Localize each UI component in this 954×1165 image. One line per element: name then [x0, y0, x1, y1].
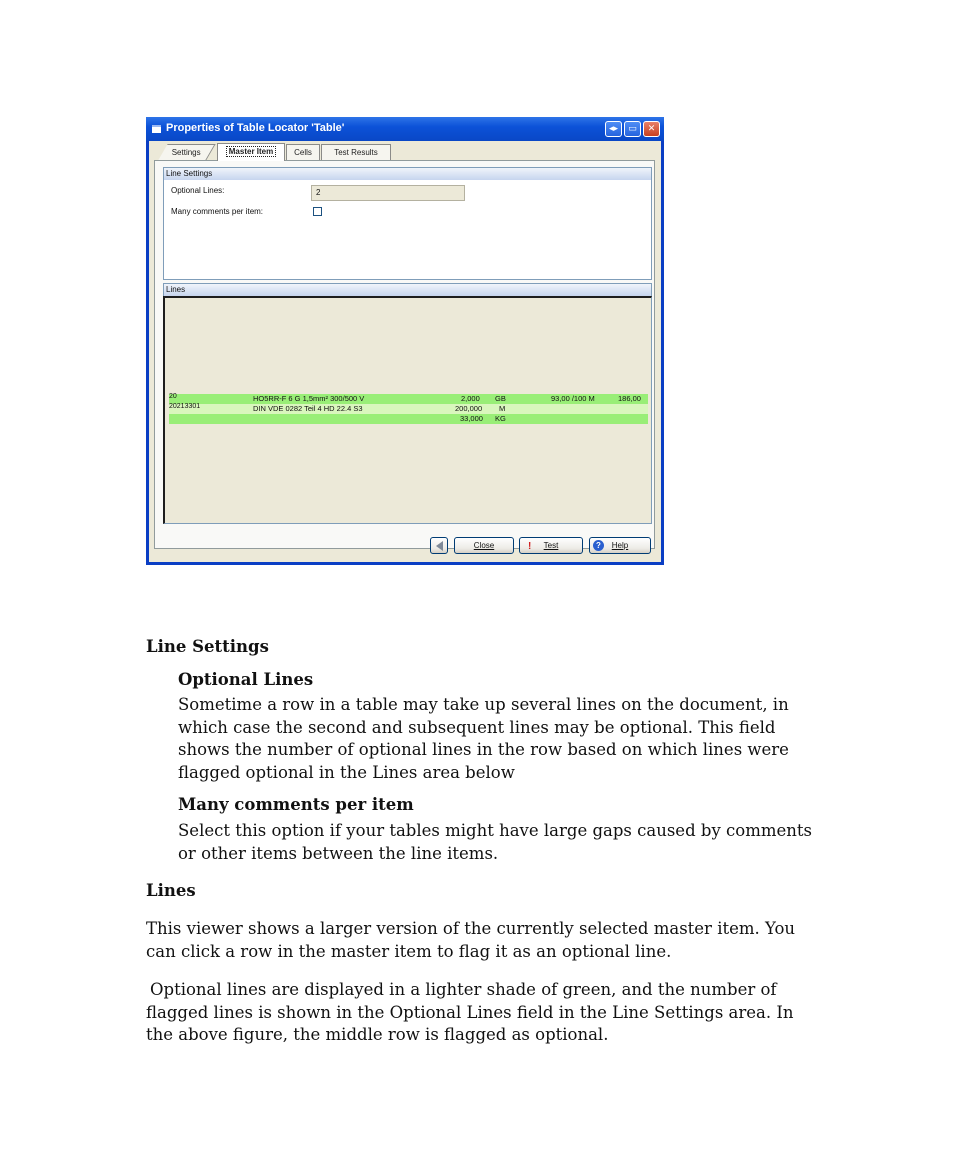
lines-header: Lines: [163, 283, 652, 297]
help-button[interactable]: [589, 537, 651, 554]
exclamation-icon: !: [528, 541, 532, 552]
dialog-title: Properties of Table Locator 'Table': [166, 122, 345, 134]
row-cell: 200,000: [455, 404, 483, 413]
optional-lines-label: Optional Lines:: [171, 186, 225, 195]
many-comments-heading: Many comments per item: [178, 795, 414, 814]
row-cell: 20213301: [169, 403, 201, 410]
master-item-panel: [154, 160, 655, 549]
help-icon: ?: [593, 540, 604, 551]
line-settings-heading: Line Settings: [146, 637, 269, 656]
row-cell: M: [499, 404, 506, 413]
many-comments-checkbox[interactable]: [313, 207, 322, 216]
tab-settings-label: Settings: [171, 148, 201, 157]
row-cell: HO5RR-F 6 G 1,5mm² 300/500 V: [253, 394, 365, 403]
tab-test-results-label: Test Results: [334, 148, 378, 157]
window-icon: [152, 125, 161, 133]
help-context-icon[interactable]: ◂▸: [605, 121, 622, 137]
row-cell: 186,00: [618, 394, 641, 403]
optional-lines-heading: Optional Lines: [178, 670, 314, 689]
table-row[interactable]: [169, 394, 648, 404]
properties-dialog: [146, 117, 664, 565]
lines-paragraph-2: Optional lines are displayed in a lighter shade of green, and the number of flagged lines is shown in the Optional Lines field in the Line Settings area. In the above figure, the middle row is flagged as optional.: [146, 980, 794, 1044]
row-cell: DIN VDE 0282 Teil 4 HD 22.4 S3: [253, 404, 363, 413]
row-cell: KG: [495, 414, 506, 423]
title-bar[interactable]: [146, 117, 664, 141]
lines-heading: Lines: [146, 881, 196, 900]
maximize-icon[interactable]: ▭: [624, 121, 641, 137]
line-settings-header: Line Settings: [163, 167, 652, 181]
test-button[interactable]: [519, 537, 583, 554]
tab-cells[interactable]: [286, 144, 320, 160]
row-cell: 2,000: [461, 394, 480, 403]
tab-settings[interactable]: [158, 144, 215, 160]
back-button[interactable]: [430, 537, 448, 554]
many-comments-body: Select this option if your tables might have large gaps caused by comments or other items between the line items.: [178, 821, 812, 863]
help-button-label: Help: [611, 541, 629, 550]
row-cell: 93,00 /100 M: [551, 394, 595, 403]
close-button[interactable]: [454, 537, 514, 554]
table-row[interactable]: [169, 404, 648, 414]
optional-lines-body: Sometime a row in a table may take up several lines on the document, in which case the second and subsequent lines may be optional. This field shows the number of optional lines in the row based on which lines were flagged optional in the Lines area below: [178, 695, 789, 782]
optional-lines-field[interactable]: 2: [311, 185, 465, 201]
tab-master-item-label: Master Item: [226, 146, 276, 157]
test-button-label: Test: [543, 541, 559, 550]
tab-master-item[interactable]: [217, 143, 285, 161]
tab-cells-label: Cells: [294, 148, 312, 157]
row-cell: 33,000: [460, 414, 483, 423]
row-cell: GB: [495, 394, 506, 403]
row-cell: 20: [169, 393, 177, 400]
lines-viewer[interactable]: [163, 296, 652, 524]
dialog-client-area: [149, 141, 661, 562]
many-comments-label: Many comments per item:: [171, 207, 264, 216]
lines-paragraph-1: This viewer shows a larger version of the currently selected master item. You can click a row in the master item to flag it as an optional line.: [146, 919, 796, 961]
arrow-left-icon: [436, 541, 443, 551]
tab-test-results[interactable]: [321, 144, 391, 160]
close-button-label: Close: [473, 541, 495, 550]
close-window-icon[interactable]: ✕: [643, 121, 660, 137]
table-row[interactable]: [169, 414, 648, 424]
